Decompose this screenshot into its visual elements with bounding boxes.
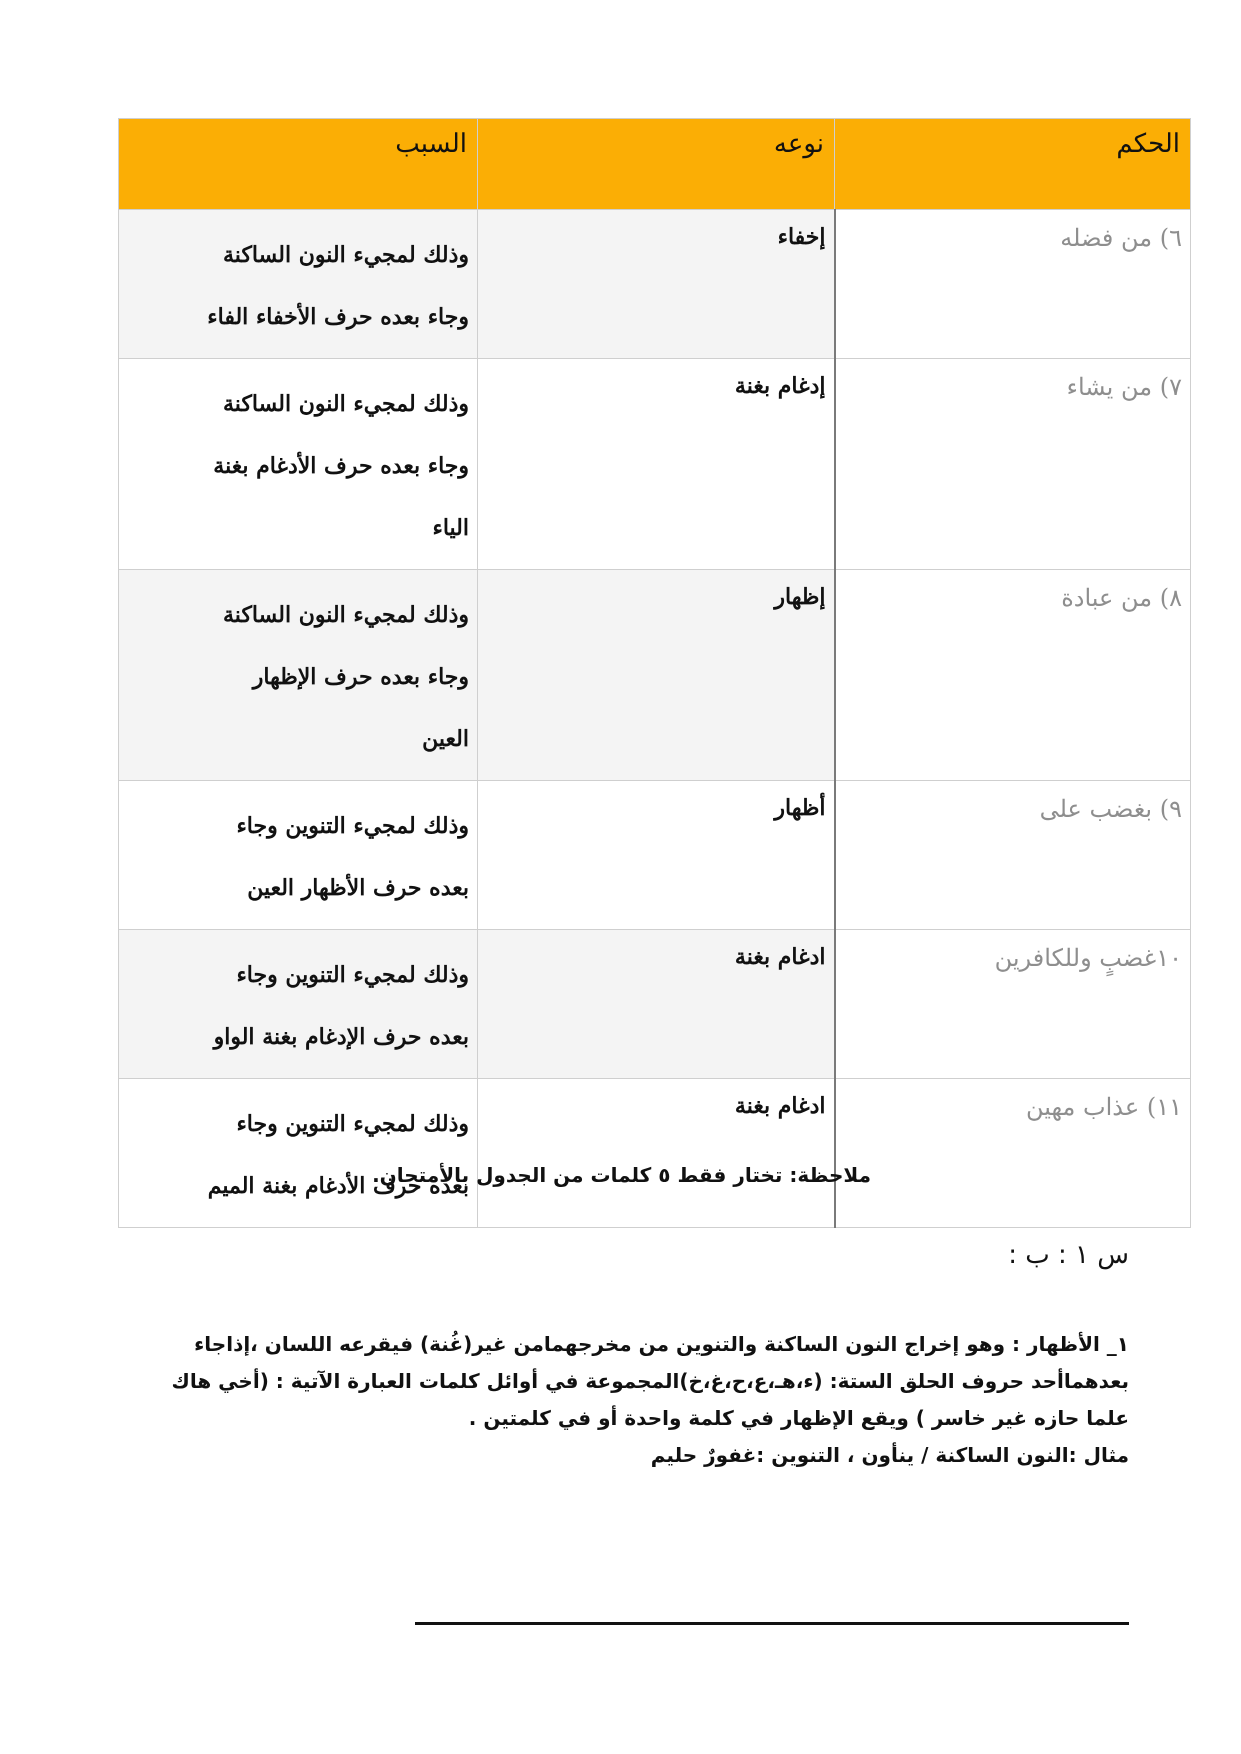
rule-cell: ٧) من يشاء: [835, 359, 1191, 570]
reason-line: الياء: [432, 515, 469, 541]
tajweed-rules-table: [118, 118, 1191, 1228]
type-cell: أظهار: [478, 781, 835, 930]
reason-line: وجاء بعده حرف الأخفاء الفاء: [207, 304, 469, 330]
type-cell: ادغام بغنة: [478, 1079, 835, 1228]
question-label: س ١ : ب :: [1008, 1240, 1129, 1270]
header-rule: الحكم: [835, 119, 1191, 210]
table-row: [119, 781, 1191, 930]
reason-line: وذلك لمجيء التنوين وجاء: [236, 962, 469, 988]
rule-cell: ٦) من فضله: [835, 210, 1191, 359]
reason-line: بعده حرف الإدغام بغنة الواو: [213, 1024, 469, 1050]
reason-line: بعده حرف الأدغام بغنة الميم: [207, 1173, 469, 1199]
reason-cell: [119, 781, 478, 930]
type-cell: ادغام بغنة: [478, 930, 835, 1079]
paragraph-line: علما حازه غير خاسر ) ويقع الإظهار في كلمة واحدة أو في كلمتين .: [468, 1406, 1129, 1430]
rule-cell: ٨) من عبادة: [835, 570, 1191, 781]
rule-cell: ١١) عذاب مهين: [835, 1079, 1191, 1228]
reason-line: وذلك لمجيء التنوين وجاء: [236, 1111, 469, 1137]
reason-line: وذلك لمجيء النون الساكنة: [223, 242, 469, 268]
reason-line: وذلك لمجيء التنوين وجاء: [236, 813, 469, 839]
type-cell: إظهار: [478, 570, 835, 781]
reason-cell: [119, 930, 478, 1079]
reason-cell: [119, 359, 478, 570]
rule-cell: ١٠غضبٍ وللكافرين: [835, 930, 1191, 1079]
reason-line: وذلك لمجيء النون الساكنة: [223, 391, 469, 417]
reason-line: وذلك لمجيء النون الساكنة: [223, 602, 469, 628]
table-row: [119, 1079, 1191, 1228]
header-reason: السبب: [119, 119, 478, 210]
reason-cell: [119, 1079, 478, 1228]
table-header-row: [119, 119, 1191, 210]
reason-cell: [119, 210, 478, 359]
table-row: [119, 359, 1191, 570]
rule-cell: ٩) بغضب على: [835, 781, 1191, 930]
table-row: [119, 210, 1191, 359]
type-cell: إدغام بغنة: [478, 359, 835, 570]
paragraph-line: مثال :النون الساكنة / ينأون ، التنوين :غفورٌ حليم: [650, 1443, 1129, 1467]
paragraph-line: ١_ الأظهار : وهو إخراج النون الساكنة والتنوين من مخرجهمامن غير(غُنة) فيقرعه اللسان ،إذاجاء: [194, 1332, 1129, 1356]
izhar-explanation: [119, 1326, 1129, 1474]
type-cell: إخفاء: [478, 210, 835, 359]
reason-line: وجاء بعده حرف الأدغام بغنة: [213, 453, 469, 479]
table-row: [119, 930, 1191, 1079]
paragraph-line: بعدهماأحد حروف الحلق الستة: (ء،هـ،ع،ح،غ،خ)المجموعة في أوائل كلمات العبارة الآتية : (أخي هاك: [171, 1369, 1129, 1393]
header-type: نوعه: [478, 119, 835, 210]
reason-cell: [119, 570, 478, 781]
exam-note: ملاحظة: تختار فقط ٥ كلمات من الجدول بالأمتحان.: [372, 1163, 871, 1187]
reason-line: وجاء بعده حرف الإظهار: [252, 664, 469, 690]
table-row: [119, 570, 1191, 781]
answer-divider-line: [415, 1622, 1129, 1625]
reason-line: العين: [422, 726, 469, 752]
reason-line: بعده حرف الأظهار العين: [247, 875, 469, 901]
